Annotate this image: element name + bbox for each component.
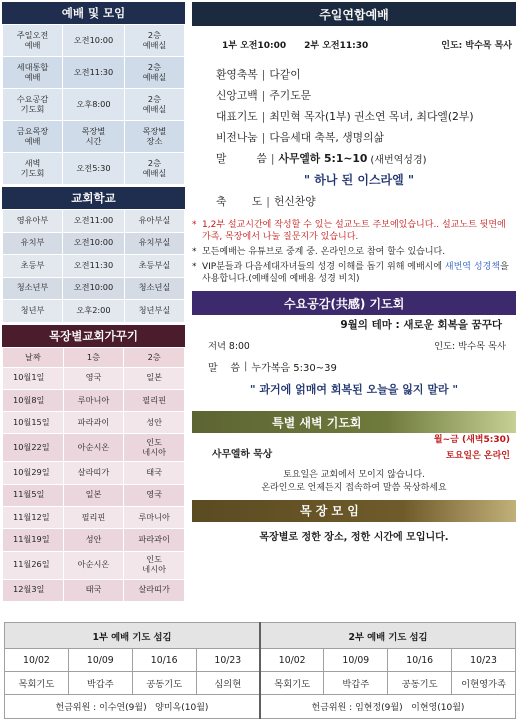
wednesday-word-label: 말 씀 — [208, 362, 241, 374]
worship-row-cell: 목장별 장소 — [124, 121, 184, 153]
prayer-name: 박갑주 — [324, 672, 388, 695]
wednesday-heading: 수요공감(共感) 기도회 — [192, 291, 516, 315]
schedule-row — [3, 389, 185, 411]
school-row — [3, 232, 185, 255]
school-row-cell: 오전11:30 — [63, 255, 125, 278]
bible-highlight: 새번역 성경책 — [444, 261, 500, 272]
school-row-cell: 유치부 — [3, 232, 63, 255]
sermon-title: " 하나 된 이스라엘 " — [303, 173, 415, 187]
prayer-date: 10/23 — [196, 649, 260, 672]
schedule-row-cell: 루마니아 — [63, 389, 124, 411]
schedule-row-cell: 11월12일 — [3, 506, 64, 528]
benediction-label: 축 도 — [216, 195, 263, 208]
second-service-prayer-title: 2부 예배 기도 섬김 — [260, 623, 516, 649]
wednesday-leader: 인도: 박수목 목사 — [434, 341, 506, 353]
prayer-date: 10/09 — [68, 649, 132, 672]
prayer-date: 10/09 — [324, 649, 388, 672]
dawn-topic: 사무엘하 묵상 — [212, 449, 273, 461]
order-item: 비전나눔 | 다음세대 축복, 생명의삶 — [216, 131, 384, 144]
sermon-label-b: 씀 — [256, 152, 267, 165]
dawn-section — [192, 411, 516, 495]
offering-team-first: 헌금위원 : 이수연(9월) 양미옥(10월) — [5, 695, 261, 719]
school-row-cell: 초등부실 — [124, 255, 184, 278]
schedule-row-cell: 아순시온 — [63, 434, 124, 462]
schedule-row-cell: 성안 — [124, 412, 185, 434]
prayer-name: 목회기도 — [260, 672, 324, 695]
cell-text: 목장별로 정한 장소, 정한 시간에 모입니다. — [259, 531, 449, 543]
second-service-time: 2부 오전11:30 — [304, 40, 369, 51]
sunday-heading: 주일연합예배 — [192, 2, 516, 26]
schedule-row-cell: 루마니아 — [124, 506, 185, 528]
schedule-header-row — [3, 347, 185, 367]
order-label: 환영축복 — [216, 68, 258, 81]
schedule-row — [3, 579, 185, 601]
worship-row-cell: 오후8:00 — [63, 89, 125, 121]
dawn-info-row — [192, 433, 516, 465]
star-icon: * — [192, 220, 197, 230]
order-label: 비전나눔 — [216, 131, 258, 144]
schedule-row — [3, 434, 185, 462]
prayer-table — [4, 622, 516, 719]
order-of-service — [216, 64, 516, 212]
worship-row-cell: 2층 예배실 — [124, 153, 184, 185]
schedule-row — [3, 506, 185, 528]
school-row — [3, 300, 185, 323]
worship-row-cell: 2층 예배실 — [124, 25, 184, 57]
schedule-col-floor2: 2층 — [124, 347, 185, 367]
wednesday-verse: " 과거에 얽매여 회복된 오늘을 잃지 말라 " — [249, 383, 459, 397]
school-row-cell: 영유아부 — [3, 210, 63, 233]
dawn-message-line: 토요일은 교회에서 모이지 않습니다. — [283, 469, 425, 480]
notice-text: VIP분들과 다음세대자녀들의 성경 이해를 돕기 위해 예배시에 새번역 성경책을 사용합니다.(예배실에 예배용 성경 비치) — [202, 261, 509, 284]
school-row-cell: 오전10:00 — [63, 232, 125, 255]
prayer-name-row — [5, 672, 516, 695]
order-value: 다음세대 축복, 생명의삶 — [269, 131, 384, 144]
wednesday-time: 저녁 8:00 — [208, 341, 250, 353]
right-column — [192, 2, 516, 554]
worship-row — [3, 89, 185, 121]
schedule-row-cell: 인도 네시아 — [124, 434, 185, 462]
prayer-name: 박갑주 — [68, 672, 132, 695]
offering-team-second: 헌금위원 : 임현정(9월) 이현영(10월) — [260, 695, 516, 719]
sunday-leader: 인도: 박수목 목사 — [441, 40, 512, 51]
schedule-table — [2, 347, 185, 602]
prayer-name: 목회기도 — [5, 672, 69, 695]
schedule-row-cell: 성안 — [63, 529, 124, 551]
prayer-date: 10/02 — [260, 649, 324, 672]
schedule-row-cell: 태국 — [124, 462, 185, 484]
prayer-name: 공동기도 — [132, 672, 196, 695]
worship-row-cell: 세대통합 예배 — [3, 57, 63, 89]
dawn-message-line: 온라인으로 언제든지 접속하여 말씀 묵상하세요 — [261, 482, 447, 493]
schedule-row-cell: 살라띠가 — [63, 462, 124, 484]
schedule-row — [3, 462, 185, 484]
sunday-times — [192, 30, 516, 58]
worship-row — [3, 57, 185, 89]
school-row-cell: 유치부실 — [124, 232, 184, 255]
offering-row — [5, 695, 516, 719]
notice-item — [192, 220, 516, 244]
schedule-row-cell: 11월26일 — [3, 551, 64, 579]
school-row-cell: 유아부실 — [124, 210, 184, 233]
worship-row — [3, 153, 185, 185]
school-row-cell: 청소년부 — [3, 277, 63, 300]
school-row-cell: 청년부실 — [124, 300, 184, 323]
cell-section — [192, 500, 516, 554]
school-row-cell: 오전10:00 — [63, 277, 125, 300]
schedule-row — [3, 412, 185, 434]
prayer-date: 10/16 — [388, 649, 452, 672]
order-item: 신앙고백 | 주기도문 — [216, 89, 312, 102]
schedule-row-cell: 살라띠가 — [124, 579, 185, 601]
schedule-row-cell: 10월22일 — [3, 434, 64, 462]
wednesday-section — [192, 291, 516, 403]
schedule-row-cell: 파라과이 — [124, 529, 185, 551]
worship-row-cell: 목장별 시간 — [63, 121, 125, 153]
school-row — [3, 255, 185, 278]
schedule-heading: 목장별교회가꾸기 — [2, 325, 185, 347]
school-table — [2, 209, 185, 323]
schedule-row — [3, 551, 185, 579]
prayer-date-row — [5, 649, 516, 672]
worship-row — [3, 121, 185, 153]
notice-item — [192, 262, 516, 286]
notice-text: 1,2부 설교시간에 작성할 수 있는 설교노트 주보에있습니다.. 설교노트 뒷면에 가족, 목장에서 나눌 질문지가 있습니다. — [202, 220, 506, 242]
worship-row-cell: 새벽 기도회 — [3, 153, 63, 185]
dawn-schedule — [434, 433, 516, 465]
prayer-service-section — [4, 622, 516, 719]
worship-row — [3, 25, 185, 57]
dawn-message — [192, 469, 516, 495]
school-row-cell: 오후2:00 — [63, 300, 125, 323]
schedule-row-cell: 영국 — [124, 484, 185, 506]
schedule-col-floor1: 1층 — [63, 347, 124, 367]
dawn-schedule-weekday: 월~금 (새벽5:30) — [433, 435, 510, 446]
schedule-col-date: 날짜 — [3, 347, 64, 367]
schedule-row-cell: 12월3일 — [3, 579, 64, 601]
school-row-cell: 청년부 — [3, 300, 63, 323]
schedule-row-cell: 10월29일 — [3, 462, 64, 484]
worship-row-cell: 오전10:00 — [63, 25, 125, 57]
order-value: 다같이 — [269, 68, 301, 81]
left-column — [2, 2, 185, 602]
dawn-heading: 특별 새벽 기도회 — [192, 411, 516, 433]
benediction-value: 헌신찬양 — [273, 195, 316, 208]
worship-row-cell: 2층 예배실 — [124, 57, 184, 89]
prayer-header-row — [5, 623, 516, 649]
prayer-name: 공동기도 — [388, 672, 452, 695]
worship-row-cell: 오전11:30 — [63, 57, 125, 89]
schedule-row-cell: 파라과이 — [63, 412, 124, 434]
prayer-date: 10/16 — [132, 649, 196, 672]
schedule-row-cell: 11월19일 — [3, 529, 64, 551]
schedule-row-cell: 필리핀 — [124, 389, 185, 411]
wednesday-theme: 9월의 테마 : 새로운 회복을 꿈꾸다 — [340, 319, 502, 332]
prayer-date: 10/02 — [5, 649, 69, 672]
wednesday-time-row — [192, 335, 516, 355]
star-icon: * — [192, 246, 197, 257]
worship-table — [2, 24, 185, 185]
schedule-row-cell: 일본 — [63, 484, 124, 506]
school-row-cell: 청소년실 — [124, 277, 184, 300]
notice-list — [192, 220, 516, 285]
school-row — [3, 210, 185, 233]
sermon-row: 말 씀 | 사무엘하 5:1~10 (새번역성경) — [216, 152, 427, 166]
worship-row-cell: 2층 예배실 — [124, 89, 184, 121]
order-value: 주기도문 — [269, 89, 312, 102]
order-label: 대표기도 — [216, 110, 258, 123]
school-row — [3, 277, 185, 300]
schedule-row-cell: 10월8일 — [3, 389, 64, 411]
schedule-row-cell: 11월5일 — [3, 484, 64, 506]
sermon-version: (새번역성경) — [370, 155, 427, 166]
sermon-label-a: 말 — [216, 152, 227, 165]
worship-row-cell: 오전5:30 — [63, 153, 125, 185]
prayer-name: 이현영가족 — [452, 672, 516, 695]
worship-row-cell: 금요목장 예배 — [3, 121, 63, 153]
schedule-row-cell: 태국 — [63, 579, 124, 601]
notice-item — [192, 247, 516, 259]
cell-heading: 목 장 모 임 — [192, 500, 516, 522]
schedule-row-cell: 10월15일 — [3, 412, 64, 434]
dawn-schedule-saturday: 토요일은 온라인 — [446, 451, 510, 462]
order-value: 최민혁 목자(1부) 권소연 목녀, 최다엘(2부) — [269, 110, 474, 123]
school-heading: 교회학교 — [2, 187, 185, 209]
benediction-row: 축 도 | 헌신찬양 — [216, 195, 316, 208]
prayer-date: 10/23 — [452, 649, 516, 672]
order-label: 신앙고백 — [216, 89, 258, 102]
school-row-cell: 초등부 — [3, 255, 63, 278]
star-icon: * — [192, 261, 197, 272]
first-service-prayer-title: 1부 예배 기도 섬김 — [5, 623, 261, 649]
school-row-cell: 오전11:00 — [63, 210, 125, 233]
worship-row-cell: 수요공감 기도회 — [3, 89, 63, 121]
schedule-row-cell: 필리핀 — [63, 506, 124, 528]
schedule-row-cell: 일본 — [124, 367, 185, 389]
schedule-row-cell: 영국 — [63, 367, 124, 389]
notice-text: 모든예배는 유튜브로 중계 중. 온라인으로 참여 할수 있습니다. — [202, 246, 446, 257]
wednesday-word-ref: 누가복음 5:30~39 — [251, 362, 337, 374]
schedule-row-cell: 아순시온 — [63, 551, 124, 579]
first-service-time: 1부 오전10:00 — [222, 40, 287, 51]
schedule-row — [3, 367, 185, 389]
schedule-row — [3, 529, 185, 551]
order-item: 대표기도 | 최민혁 목자(1부) 권소연 목녀, 최다엘(2부) — [216, 110, 474, 123]
worship-row-cell: 주일오전 예배 — [3, 25, 63, 57]
schedule-row-cell: 인도 네시아 — [124, 551, 185, 579]
wednesday-word-row: 말 씀 | 누가복음 5:30~39 — [208, 360, 337, 374]
worship-heading: 예배 및 모임 — [2, 2, 185, 24]
order-item: 환영축복 | 다같이 — [216, 68, 301, 81]
prayer-name: 심의현 — [196, 672, 260, 695]
schedule-row-cell: 10월1일 — [3, 367, 64, 389]
schedule-row — [3, 484, 185, 506]
sermon-reference: 사무엘하 5:1~10 — [278, 152, 368, 165]
